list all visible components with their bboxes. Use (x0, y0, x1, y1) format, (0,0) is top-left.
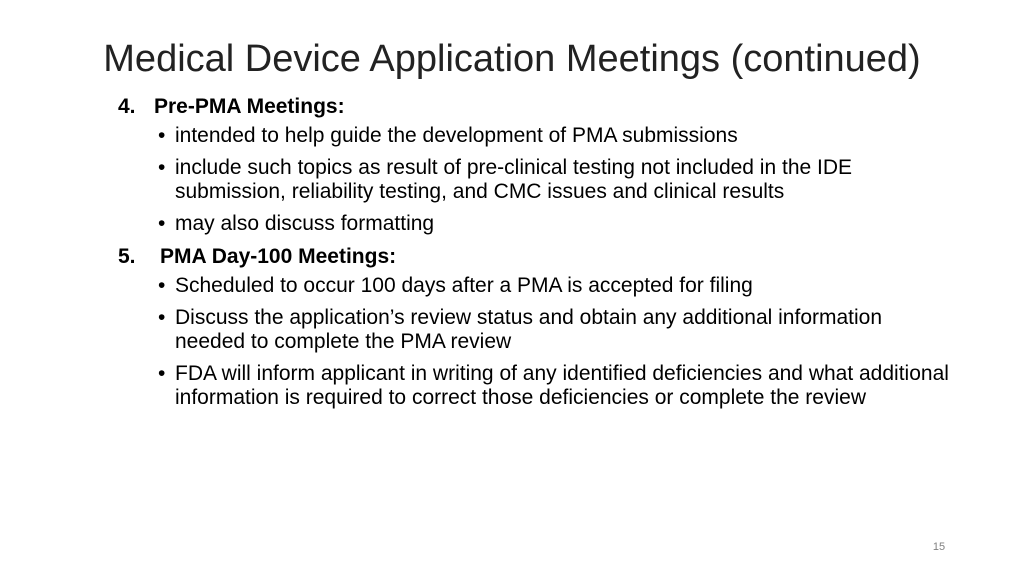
bullet-item (158, 274, 955, 298)
bullet-item (158, 362, 955, 410)
bullet-text: Discuss the application’s review status and obtain any additional information needed to complete the PMA review (175, 306, 883, 353)
bullet-text: intended to help guide the development of PMA submissions (175, 124, 738, 147)
section-title: Pre-PMA Meetings: (154, 95, 345, 118)
bullet-item (158, 156, 955, 204)
slide-body (118, 94, 978, 418)
section-title: PMA Day-100 Meetings: (160, 245, 397, 268)
bullet-dot: • (158, 306, 166, 329)
bullet-text: FDA will inform applicant in writing of any identified deficiencies and what additional information is required to correct those deficiencies or complete the review (175, 362, 949, 409)
bullet-dot: • (158, 124, 166, 147)
bullet-dot: • (158, 156, 166, 179)
bullet-list-day-100 (118, 274, 978, 410)
section-number: 4. (118, 95, 136, 118)
page-number: 15 (932, 541, 946, 553)
bullet-item (158, 124, 955, 148)
bullet-list-pre-pma (118, 124, 978, 236)
bullet-item (158, 212, 955, 236)
bullet-text: may also discuss formatting (175, 212, 435, 235)
bullet-text: Scheduled to occur 100 days after a PMA is accepted for filing (175, 274, 753, 297)
bullet-dot: • (158, 274, 166, 297)
bullet-item (158, 306, 955, 354)
section-number: 5. (118, 245, 136, 268)
bullet-dot: • (158, 212, 166, 235)
slide-title: Medical Device Application Meetings (continued) (103, 38, 921, 80)
section-heading-pre-pma (118, 94, 978, 120)
bullet-text: include such topics as result of pre-clinical testing not included in the IDE submission, reliability testing, and CMC issues and clinical results (175, 156, 853, 203)
section-heading-day-100 (118, 244, 978, 270)
bullet-dot: • (158, 362, 166, 385)
